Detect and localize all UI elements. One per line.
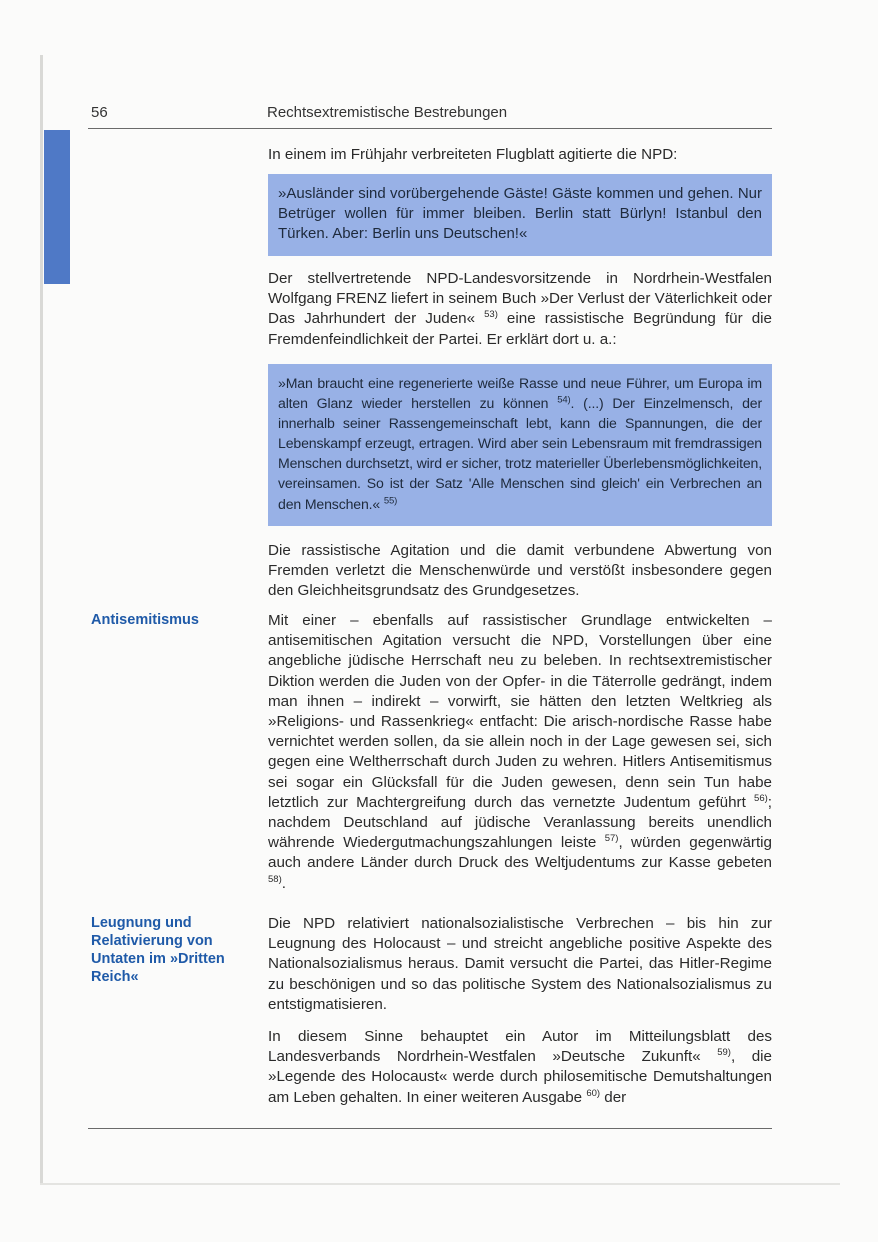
quote-box-frenz: [268, 364, 772, 526]
paragraph-frenz: [268, 269, 772, 350]
intro-paragraph: [268, 145, 772, 165]
paragraph-agitation-text: Die rassistische Agitation und die damit verbundene Abwertung von Fremden verletzt die Menschenwürde und verstößt insbesondere gegen den Gleichheitsgrundsatz des Grundgesetzes.: [268, 542, 772, 600]
footnote-ref-55: 55): [383, 494, 398, 506]
paragraph-holocaust-text-3: der: [600, 1088, 627, 1106]
paragraph-holocaust-text-2: , die »Legende des Holocaust« werde durch philosemitische Demutshaltungen am Leben gehalten. In einer weiteren Ausgabe: [268, 1048, 772, 1106]
footer-rule: [88, 1128, 772, 1129]
page-number: 56: [91, 104, 108, 121]
paragraph-frenz-text-end: eine rassistische Begründung für die Fremdenfeindlichkeit der Partei. Er erklärt dort u. a.:: [268, 310, 773, 348]
paragraph-antisemitismus-text-4: .: [281, 874, 286, 892]
footnote-ref-59: 59): [717, 1047, 731, 1059]
chapter-tab-marker: [44, 130, 70, 284]
margin-heading-antisemitismus: Antisemitismus: [91, 612, 199, 628]
footnote-ref-54: 54): [557, 394, 571, 406]
footnote-ref-53: 53): [484, 309, 498, 321]
paragraph-agitation: [268, 541, 772, 602]
quote-box-leaflet: [268, 174, 772, 256]
margin-heading-leugnung: Leugnung und Relativierung von Untaten im »Dritten Reich«: [91, 915, 225, 985]
paragraph-antisemitismus-text-2: ; nachdem Deutschland auf jüdische Veranlassung bereits unendlich währende Wiedergutmachungszahlungen leiste: [268, 793, 772, 852]
scan-edge: [40, 55, 43, 1185]
quote-leaflet-text: »Ausländer sind vorübergehende Gäste! Gäste kommen und gehen. Nur Betrüger wollen für immer bleiben. Berlin statt Bürlyn! Istanbul den Türken. Aber: Berlin uns Deutschen!«: [278, 185, 762, 242]
page-header: [88, 100, 772, 129]
paragraph-antisemitismus-text-3: , würden gegenwärtig auch andere Länder durch Druck des Weltjudentums zur Kasse gebeten: [268, 834, 773, 872]
running-title: Rechtsextremistische Bestrebungen: [267, 104, 508, 121]
paragraph-holocaust-legende: [268, 1027, 772, 1108]
footnote-ref-60: 60): [586, 1087, 601, 1099]
paragraph-antisemitismus: [268, 611, 772, 894]
paragraph-holocaust-text: In diesem Sinne behauptet ein Autor im Mitteilungsblatt des Landesverbands Nordrhein-Westfalen »Deutsche Zukunft«: [268, 1028, 772, 1066]
paragraph-frenz-text: Der stellvertretende NPD-Landesvorsitzende in Nordrhein-Westfalen Wolfgang FRENZ liefert in seinem Buch »Der Verlust der Väterlichkeit oder Das Jahrhundert der Juden«: [268, 270, 772, 328]
intro-text: In einem im Frühjahr verbreiteten Flugblatt agitierte die NPD:: [268, 146, 678, 163]
paragraph-relativierung: [268, 914, 772, 1015]
scan-edge-bottom: [40, 1183, 840, 1185]
footnote-ref-58: 58): [268, 873, 282, 885]
footnote-ref-56: 56): [754, 792, 768, 804]
paragraph-relativierung-text: Die NPD relativiert nationalsozialistische Verbrechen – bis hin zur Leugnung des Holocaust – und streicht angebliche positive Aspekte des Nationalsozialismus heraus. Damit versucht die Partei, das Hitler-Regime zu beschönigen und so das politische System des Nationalsozialismus zu entstigmatisieren.: [268, 915, 772, 1013]
paragraph-antisemitismus-text: Mit einer – ebenfalls auf rassistischer Grundlage entwickelten – antisemitischen Agitation versucht die NPD, Vorstellungen über eine angebliche jüdische Herrschaft neu zu beleben. In rechtsextremistischer Diktion werden die Juden von der Opfer- in die Täterrolle gedrängt, indem man ihnen – indirekt – vorwirft, sie hätten den letzten Weltkrieg als »Religions- und Rassenkrieg« entfacht: Die arisch-nordische Rasse habe vernichtet werden sollen, da sie allein noch in der Lage gewesen sei, sich gegen eine Weltherrschaft durch Juden zu wehren. Hitlers Antisemitismus sei sogar ein Glücksfall für die Juden gewesen, denn sein Tun habe letztlich zur Machtergreifung durch das vernetzte Judentum geführt: [268, 612, 772, 811]
footnote-ref-57: 57): [604, 833, 619, 845]
quote-frenz-text-cont: . (...) Der Einzelmensch, der innerhalb seiner Rassengemeinschaft lebt, kann die Spannungen, die der Lebenskampf erzeugt, ertragen. Wird aber sein Lebensraum mit fremdrassigen Menschen durchsetzt, wird er sicher, trotz materieller Überlebensmöglichkeiten, vereinsamen. So ist der Satz 'Alle Menschen sind gleich' ein Verbrechen an den Menschen.«: [278, 395, 763, 512]
quote-frenz-text: »Man braucht eine regenerierte weiße Rasse und neue Führer, um Europa im alten Glanz wieder herstellen zu können: [278, 375, 762, 412]
